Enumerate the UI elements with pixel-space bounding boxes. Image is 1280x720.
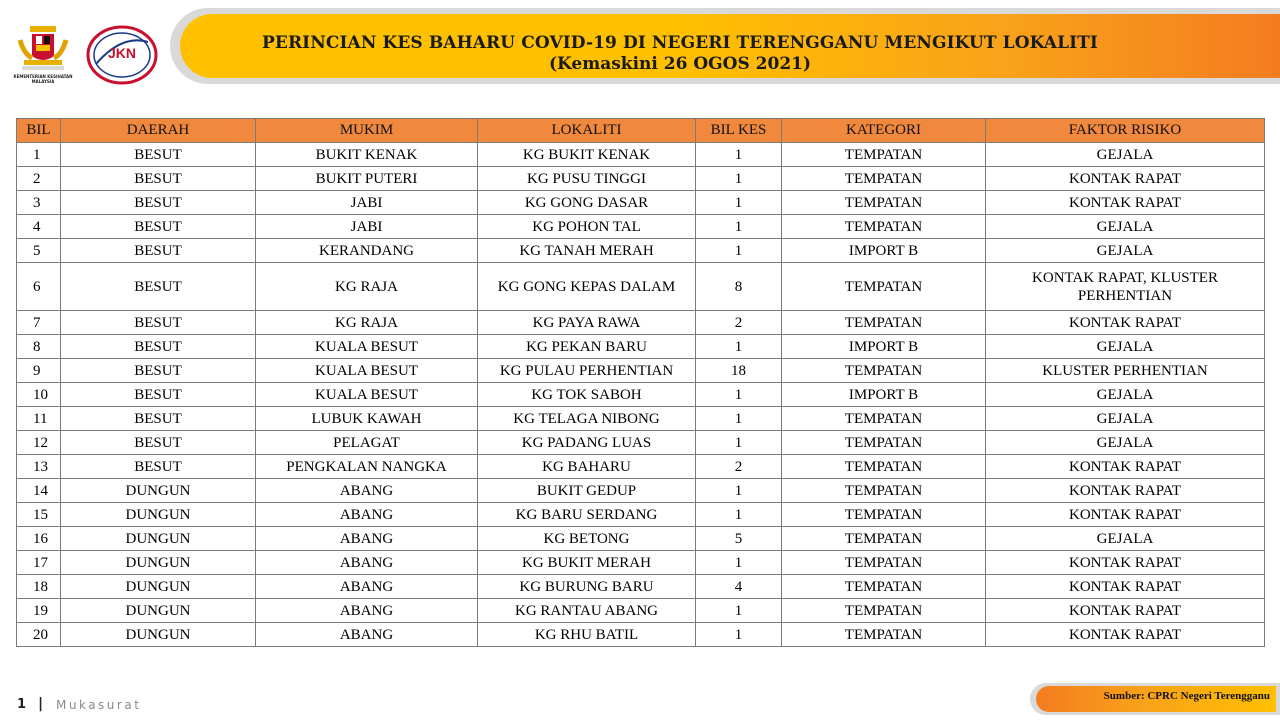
cell-bil-kes: 4 — [696, 575, 782, 599]
cell-kategori: TEMPATAN — [782, 407, 986, 431]
cell-bil-kes: 2 — [696, 455, 782, 479]
cell-daerah: BESUT — [61, 215, 256, 239]
cell-lokaliti: KG TELAGA NIBONG — [478, 407, 696, 431]
column-header: LOKALITI — [478, 119, 696, 143]
cell-mukim: ABANG — [256, 551, 478, 575]
cell-mukim: BUKIT KENAK — [256, 143, 478, 167]
column-header: MUKIM — [256, 119, 478, 143]
cell-bil: 11 — [17, 407, 61, 431]
cell-faktor-risiko: KONTAK RAPAT, KLUSTER PERHENTIAN — [986, 263, 1265, 311]
cell-faktor-risiko: GEJALA — [986, 215, 1265, 239]
cell-bil-kes: 1 — [696, 143, 782, 167]
cell-faktor-risiko: KONTAK RAPAT — [986, 503, 1265, 527]
table-row — [17, 239, 1265, 263]
cell-daerah: BESUT — [61, 335, 256, 359]
cell-daerah: DUNGUN — [61, 599, 256, 623]
jkn-terengganu-logo-icon — [86, 24, 158, 86]
cell-daerah: BESUT — [61, 239, 256, 263]
cell-lokaliti: KG RHU BATIL — [478, 623, 696, 647]
cell-bil: 19 — [17, 599, 61, 623]
cell-bil: 8 — [17, 335, 61, 359]
table-body — [17, 143, 1265, 647]
cell-bil: 10 — [17, 383, 61, 407]
cell-bil-kes: 5 — [696, 527, 782, 551]
cell-mukim: ABANG — [256, 503, 478, 527]
cell-daerah: BESUT — [61, 431, 256, 455]
cell-faktor-risiko: GEJALA — [986, 431, 1265, 455]
cell-faktor-risiko: KONTAK RAPAT — [986, 623, 1265, 647]
cell-faktor-risiko: GEJALA — [986, 383, 1265, 407]
cell-mukim: JABI — [256, 191, 478, 215]
cell-kategori: TEMPATAN — [782, 527, 986, 551]
cell-mukim: PELAGAT — [256, 431, 478, 455]
cell-kategori: TEMPATAN — [782, 215, 986, 239]
cell-daerah: BESUT — [61, 455, 256, 479]
cell-daerah: DUNGUN — [61, 479, 256, 503]
ministry-caption: KEMENTERIAN KESIHATAN MALAYSIA — [13, 74, 73, 84]
column-header: BIL KES — [696, 119, 782, 143]
cell-lokaliti: KG PULAU PERHENTIAN — [478, 359, 696, 383]
cell-lokaliti: KG PUSU TINGGI — [478, 167, 696, 191]
cell-bil: 17 — [17, 551, 61, 575]
header-logos — [12, 22, 162, 90]
cell-mukim: ABANG — [256, 527, 478, 551]
table-row — [17, 431, 1265, 455]
cell-daerah: BESUT — [61, 167, 256, 191]
cell-bil-kes: 1 — [696, 503, 782, 527]
cell-daerah: BESUT — [61, 359, 256, 383]
cell-mukim: ABANG — [256, 599, 478, 623]
cell-kategori: TEMPATAN — [782, 167, 986, 191]
table-row — [17, 551, 1265, 575]
cell-lokaliti: KG BUKIT MERAH — [478, 551, 696, 575]
cell-lokaliti: KG TOK SABOH — [478, 383, 696, 407]
cases-table — [16, 118, 1265, 647]
cell-mukim: PENGKALAN NANGKA — [256, 455, 478, 479]
cell-bil-kes: 1 — [696, 407, 782, 431]
cell-bil: 6 — [17, 263, 61, 311]
cell-kategori: TEMPATAN — [782, 455, 986, 479]
cell-bil-kes: 1 — [696, 167, 782, 191]
cell-bil: 20 — [17, 623, 61, 647]
page-separator: | — [38, 696, 44, 712]
cell-kategori: TEMPATAN — [782, 311, 986, 335]
cell-kategori: TEMPATAN — [782, 479, 986, 503]
cell-kategori: TEMPATAN — [782, 191, 986, 215]
cell-mukim: LUBUK KAWAH — [256, 407, 478, 431]
table-row — [17, 263, 1265, 311]
cell-mukim: KUALA BESUT — [256, 335, 478, 359]
cell-lokaliti: KG BURUNG BARU — [478, 575, 696, 599]
cell-faktor-risiko: KONTAK RAPAT — [986, 479, 1265, 503]
cell-kategori: TEMPATAN — [782, 359, 986, 383]
cell-mukim: KG RAJA — [256, 311, 478, 335]
cell-faktor-risiko: GEJALA — [986, 239, 1265, 263]
cell-bil-kes: 8 — [696, 263, 782, 311]
cell-bil-kes: 1 — [696, 239, 782, 263]
cell-bil: 15 — [17, 503, 61, 527]
page-number: 1 — [17, 697, 27, 712]
cell-faktor-risiko: KONTAK RAPAT — [986, 311, 1265, 335]
table-row — [17, 527, 1265, 551]
column-header: BIL — [17, 119, 61, 143]
table-row — [17, 191, 1265, 215]
cell-mukim: KERANDANG — [256, 239, 478, 263]
cell-kategori: TEMPATAN — [782, 143, 986, 167]
cell-daerah: BESUT — [61, 407, 256, 431]
cell-lokaliti: KG POHON TAL — [478, 215, 696, 239]
cell-lokaliti: KG RANTAU ABANG — [478, 599, 696, 623]
cell-mukim: ABANG — [256, 623, 478, 647]
cell-faktor-risiko: KONTAK RAPAT — [986, 599, 1265, 623]
cell-bil-kes: 1 — [696, 551, 782, 575]
table-row — [17, 599, 1265, 623]
cell-faktor-risiko: KONTAK RAPAT — [986, 455, 1265, 479]
cell-kategori: TEMPATAN — [782, 551, 986, 575]
cell-bil: 18 — [17, 575, 61, 599]
cell-daerah: BESUT — [61, 383, 256, 407]
cell-bil: 13 — [17, 455, 61, 479]
table-row — [17, 623, 1265, 647]
table-row — [17, 383, 1265, 407]
cell-lokaliti: KG TANAH MERAH — [478, 239, 696, 263]
cell-daerah: DUNGUN — [61, 623, 256, 647]
cell-kategori: TEMPATAN — [782, 575, 986, 599]
cell-bil: 16 — [17, 527, 61, 551]
cell-daerah: DUNGUN — [61, 575, 256, 599]
table-row — [17, 167, 1265, 191]
table-row — [17, 479, 1265, 503]
cell-daerah: DUNGUN — [61, 551, 256, 575]
cell-bil: 2 — [17, 167, 61, 191]
column-header: DAERAH — [61, 119, 256, 143]
cell-kategori: IMPORT B — [782, 383, 986, 407]
cell-lokaliti: KG BUKIT KENAK — [478, 143, 696, 167]
cell-bil-kes: 18 — [696, 359, 782, 383]
cell-faktor-risiko: GEJALA — [986, 527, 1265, 551]
table-header-row — [17, 119, 1265, 143]
page-label: Mukasurat — [56, 698, 142, 712]
table-row — [17, 455, 1265, 479]
cell-lokaliti: KG PAYA RAWA — [478, 311, 696, 335]
cell-faktor-risiko: GEJALA — [986, 335, 1265, 359]
cell-faktor-risiko: GEJALA — [986, 143, 1265, 167]
cell-kategori: IMPORT B — [782, 335, 986, 359]
cell-daerah: BESUT — [61, 191, 256, 215]
table-row — [17, 335, 1265, 359]
table-row — [17, 503, 1265, 527]
table-row — [17, 407, 1265, 431]
cell-daerah: BESUT — [61, 311, 256, 335]
cell-bil: 12 — [17, 431, 61, 455]
source-text: Sumber: CPRC Negeri Terengganu — [1103, 690, 1270, 702]
table-row — [17, 215, 1265, 239]
cell-faktor-risiko: KONTAK RAPAT — [986, 575, 1265, 599]
cell-kategori: TEMPATAN — [782, 623, 986, 647]
cell-lokaliti: KG BARU SERDANG — [478, 503, 696, 527]
cell-mukim: KUALA BESUT — [256, 383, 478, 407]
cell-daerah: BESUT — [61, 143, 256, 167]
cell-bil: 7 — [17, 311, 61, 335]
cell-bil-kes: 1 — [696, 335, 782, 359]
cell-kategori: TEMPATAN — [782, 263, 986, 311]
cell-lokaliti: KG GONG KEPAS DALAM — [478, 263, 696, 311]
cell-bil: 3 — [17, 191, 61, 215]
cell-faktor-risiko: KONTAK RAPAT — [986, 167, 1265, 191]
cell-bil-kes: 2 — [696, 311, 782, 335]
cell-daerah: BESUT — [61, 263, 256, 311]
cell-kategori: IMPORT B — [782, 239, 986, 263]
cell-daerah: DUNGUN — [61, 527, 256, 551]
cell-faktor-risiko: GEJALA — [986, 407, 1265, 431]
cell-lokaliti: KG BAHARU — [478, 455, 696, 479]
cell-faktor-risiko: KONTAK RAPAT — [986, 551, 1265, 575]
cell-bil-kes: 1 — [696, 431, 782, 455]
table-row — [17, 143, 1265, 167]
cell-bil: 14 — [17, 479, 61, 503]
cell-kategori: TEMPATAN — [782, 599, 986, 623]
cell-bil-kes: 1 — [696, 191, 782, 215]
cell-kategori: TEMPATAN — [782, 431, 986, 455]
page-subtitle: (Kemaskini 26 OGOS 2021) — [548, 54, 812, 74]
cell-lokaliti: BUKIT GEDUP — [478, 479, 696, 503]
page-title: PERINCIAN KES BAHARU COVID-19 DI NEGERI TERENGGANU MENGIKUT LOKALITI — [262, 33, 1098, 53]
cell-bil-kes: 1 — [696, 215, 782, 239]
cell-mukim: ABANG — [256, 479, 478, 503]
cell-bil: 1 — [17, 143, 61, 167]
table-row — [17, 575, 1265, 599]
cell-faktor-risiko: KLUSTER PERHENTIAN — [986, 359, 1265, 383]
jkn-logo-text: JKN — [107, 45, 137, 61]
cell-daerah: DUNGUN — [61, 503, 256, 527]
cell-bil: 9 — [17, 359, 61, 383]
column-header: KATEGORI — [782, 119, 986, 143]
cell-mukim: BUKIT PUTERI — [256, 167, 478, 191]
cell-lokaliti: KG PADANG LUAS — [478, 431, 696, 455]
cell-bil-kes: 1 — [696, 599, 782, 623]
cell-lokaliti: KG GONG DASAR — [478, 191, 696, 215]
cell-bil-kes: 1 — [696, 623, 782, 647]
cell-mukim: JABI — [256, 215, 478, 239]
cell-bil: 4 — [17, 215, 61, 239]
cell-mukim: ABANG — [256, 575, 478, 599]
table-row — [17, 359, 1265, 383]
cell-mukim: KUALA BESUT — [256, 359, 478, 383]
column-header: FAKTOR RISIKO — [986, 119, 1265, 143]
cell-mukim: KG RAJA — [256, 263, 478, 311]
table-row — [17, 311, 1265, 335]
cell-bil-kes: 1 — [696, 383, 782, 407]
cell-bil: 5 — [17, 239, 61, 263]
cell-bil-kes: 1 — [696, 479, 782, 503]
cell-faktor-risiko: KONTAK RAPAT — [986, 191, 1265, 215]
cell-kategori: TEMPATAN — [782, 503, 986, 527]
cell-lokaliti: KG BETONG — [478, 527, 696, 551]
cell-lokaliti: KG PEKAN BARU — [478, 335, 696, 359]
